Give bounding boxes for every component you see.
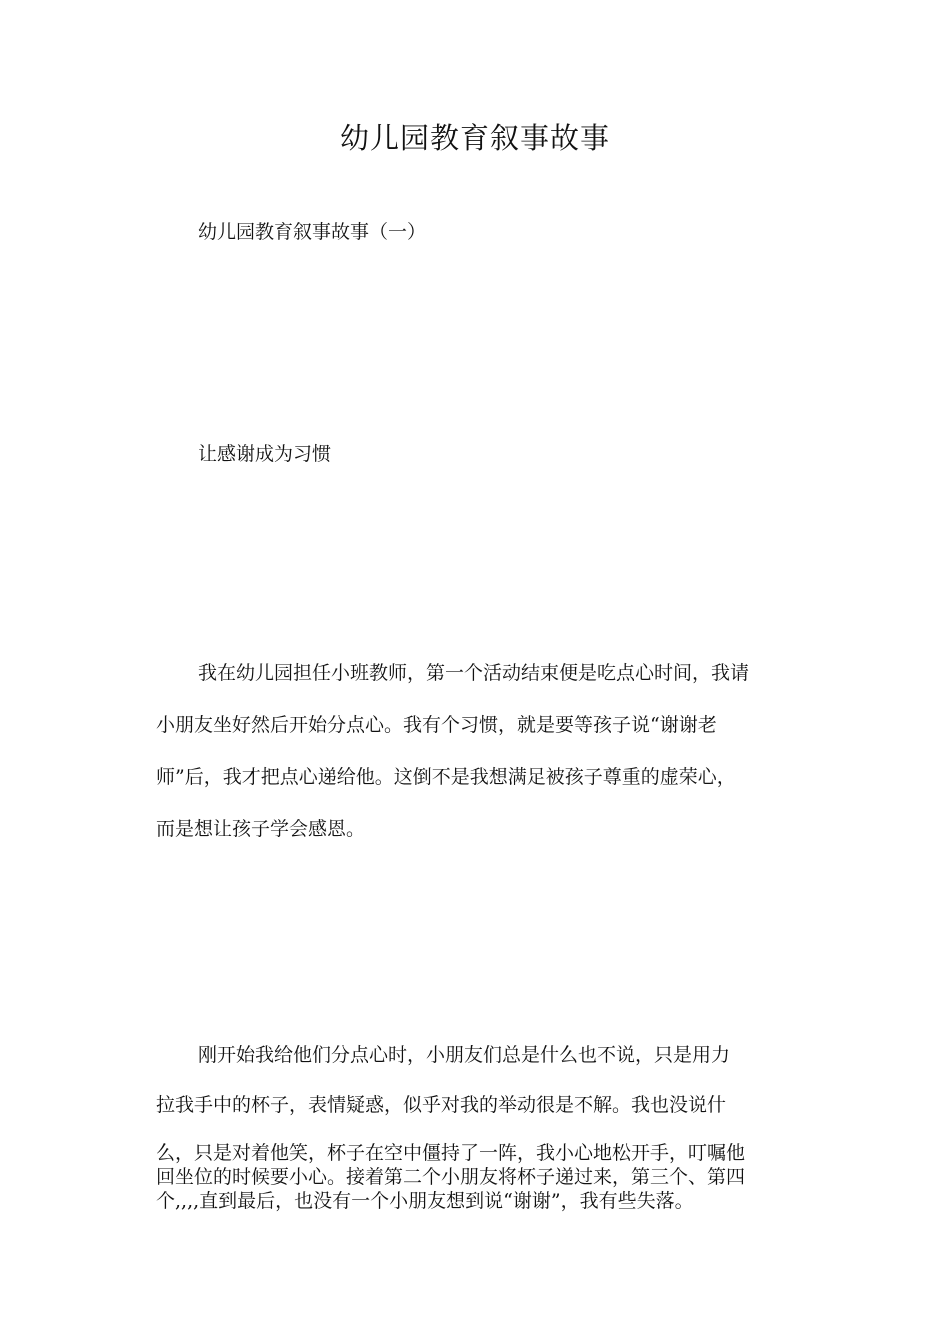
paragraph-1 — [156, 658, 796, 838]
paragraph-2-line: 个,,,,直到最后，也没有一个小朋友想到说“谢谢”，我有些失落。 — [156, 1190, 694, 1212]
paragraph-2-line: 回坐位的时候要小心。接着第二个小朋友将杯子递过来，第三个、第四 — [156, 1166, 746, 1188]
paragraph-2-line: 拉我手中的杯子，表情疑惑，似乎对我的举动很是不解。我也没说什 — [156, 1094, 727, 1116]
paragraph-2-line: 刚开始我给他们分点心时，小朋友们总是什么也不说，只是用力 — [198, 1044, 731, 1066]
document-subtitle: 幼儿园教育叙事故事（一） — [198, 221, 427, 243]
section-heading: 让感谢成为习惯 — [198, 443, 332, 465]
document-title: 幼儿园教育叙事故事 — [339, 121, 610, 155]
paragraph-2 — [156, 1040, 796, 1210]
paragraph-2-line: 么，只是对着他笑，杯子在空中僵持了一阵，我小心地松开手，叮嘱他 — [156, 1142, 746, 1164]
paragraph-1-line: 我在幼儿园担任小班教师，第一个活动结束便是吃点心时间，我请 — [198, 662, 750, 684]
paragraph-1-line: 而是想让孩子学会感恩。 — [156, 818, 366, 840]
paragraph-1-line: 师”后，我才把点心递给他。这倒不是我想满足被孩子尊重的虚荣心， — [156, 766, 736, 788]
paragraph-1-line: 小朋友坐好然后开始分点心。我有个习惯，就是要等孩子说“谢谢老 — [156, 714, 717, 736]
